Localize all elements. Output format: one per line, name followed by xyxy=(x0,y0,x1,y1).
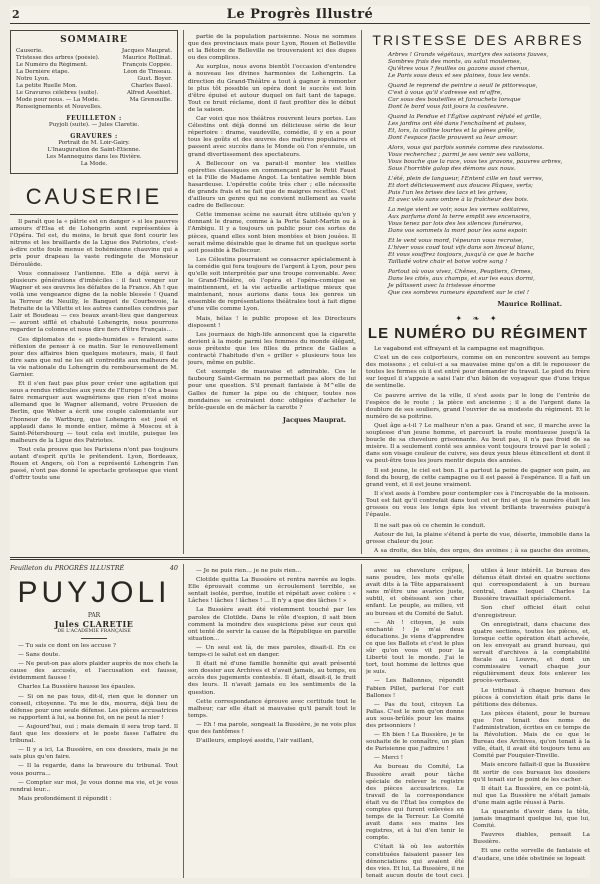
gravures-list xyxy=(16,140,172,168)
paragraph: Il ne sait pas où ce chemin le conduit. xyxy=(374,523,486,530)
poem-line: C'est à vous qu'il s'adresse est m'offre, xyxy=(388,90,503,96)
paragraph: Il s'est assis à l'ombre pour contempler ces à l'incroyable de la moisson. Tout est fait qu'il contrefait dans tout cet or fini et que le numéro était les grosses ou vous les longs épis les vivent brillants traversées puisqu'à l'épaule. xyxy=(366,490,590,519)
poem-line: L'été, plein de langueur, l'Entent cille en tout verres, xyxy=(388,176,544,182)
poem-line: Dont l'espace facile prouvent sa leur amour. xyxy=(388,135,518,141)
paragraph: On enregistrait, dans chacune des quatre sections, toutes les pièces, et, lorsque cette opération était achevée, on les envoyait au grand bureau, qui servait d'archives à la comptabilité fiscale au Louvre, et dont un commissaire venait chaque jour régulièrement deux fois enlever les procès-verbaux. xyxy=(473,621,590,685)
column-divider xyxy=(361,564,362,878)
feuilleton-label: FEUILLETON : xyxy=(66,115,122,122)
poem-line: Vous tenez par lois des les silences funérares, xyxy=(388,221,524,227)
paragraph: — Compter sur moi, Je vous donne ma vie, et je vous rendrai leur... xyxy=(10,779,178,793)
column-2 xyxy=(188,30,356,554)
sommaire-item: Le Numéro du Régiment. xyxy=(16,62,88,68)
paragraph: Charles La Bussière hausse les épaules. xyxy=(18,684,136,691)
poem-line: Sous l'horrible galop des démons aux nous. xyxy=(388,166,516,172)
feuilleton-column-1 xyxy=(10,564,178,878)
poem-line: Je pâlissent avec la tristesse énorme xyxy=(388,283,496,289)
feuilleton-header-label: Feuilleton du PROGRÈS ILLUSTRÉ xyxy=(10,564,125,572)
poem-line: Que ces sombres rumeurs épandent sur le ciel ! xyxy=(388,290,530,296)
numero-text xyxy=(366,346,590,519)
feuilleton-text xyxy=(473,568,590,863)
paragraph: Mais encore fallait-il que la Bussière fit sortir de ces bureaux les dossiers qu'il tenait sur le point de les cacher. xyxy=(473,762,590,783)
poem-stanza xyxy=(388,83,590,111)
paragraph: — Tu sais ce dont on les accuse ? xyxy=(18,643,117,649)
paragraph: Les pièces étaient, pour le bureau que l'on tenait des noms de l'administration, écrites en ce temps de la Révolution. Mais de ce que le Bureau des Archives, qu'on tenait à la ville, était, il avait été toujours tenu au Comité par Fouquier-Tinville. xyxy=(473,710,590,760)
causerie-text xyxy=(10,219,178,482)
poem-line: Et, lors, la colline lourtes et la gènes grêle, xyxy=(388,128,515,134)
poem-line: Dont le bord vous fait jours la couleuvre. xyxy=(388,104,509,110)
poem-line: Et vous souffrez toujours, jusqu'à ce que le hache xyxy=(388,252,534,258)
paragraph: Il paraît que la « pâtrie est en danger » si les pauvres amours d'Elsa et de Lohengrin sont représentées à l'Opéra. Tel est, du moins, le bruit que font courir les nitrons et les braillards de la Ligue des Patriotes, c'est-à-dire cette foule menue et bohémienne chauvine qui a pris pour drapeau la vaste redingote de Monsieur Déroulède. xyxy=(10,219,178,268)
paragraph: C'est un de ces colporteurs, comme on en rencontre souvent au temps des moissons ; et celui-ci a sa mauvaise mine qu'on a dit le repousser de toutes les fermes où il est entré pour demander du travail. Le pied du frère sur lequel il s'appuie a saisi l'air d'un bâton de voyageur que d'une trique de sentinelle. xyxy=(366,355,590,390)
paragraph: — Un seul est là, de mes paroles, disait-il. En ce temps-ci le salut est en danger. xyxy=(188,644,356,659)
poem-signature: Maurice Rollinat. xyxy=(497,300,562,308)
paragraph: — Eh bien ! La Bussière, je te souhaite de le connaître, un plan de Parisienne que j'admire ! xyxy=(366,732,464,753)
numero-title: LE NUMÉRO DU RÉGIMENT xyxy=(367,325,589,342)
poem-stanza xyxy=(388,52,590,80)
feuilleton-separator xyxy=(10,557,590,560)
paragraph: A Bellecour on va parait-il monter les vieilles opérettes classiques en commençant par le Petit Faust et la Fille de Madame Angot. La tentative semble bien hasardeuse. L'opérette coûte très cher ; elle nécessite de grands frais et ne fait que de maigres recettes. C'est d'ailleurs un genre qui ne convient nullement au vaste cadre de Bellecour. xyxy=(188,160,356,210)
sommaire-title: SOMMAIRE xyxy=(60,35,128,45)
sommaire-list xyxy=(16,48,172,111)
poem-stanza xyxy=(388,238,590,266)
poem-line: Et le vent vous mord, l'épeuran vous recroise, xyxy=(388,238,524,244)
paragraph: — Eh ! ma parole, songeait la Bussière, je ne vois plus que des fantômes ! xyxy=(188,721,356,735)
sommaire-item: Le Gravures célèbres (suite). xyxy=(16,90,99,96)
gravure-item: Les Mannequins dans les Rivière. xyxy=(46,154,142,160)
poem-line: Les jardins ont été dans l'enchaînent et pulses, xyxy=(388,121,527,127)
paragraph: Le tribunal à chaque bureau des pièces à conviction était pris dans le pétitions des détenus. xyxy=(473,687,590,708)
paragraph: Ces diplomates de « pieds-humides » feraient sans réflexion de penser à ce matin. Sur le renouvellement pour des affaires bien quelques moteurs, mais, il faut dire sans que nul ne les ait contredits aux malheurs de la vie nationale du Lohengrin du remboursement de M. Garnier. xyxy=(10,336,178,378)
sommaire-item: Causerie. xyxy=(16,48,43,54)
paragraph: Mais, hélas ! le public propose et les Directeurs disposent ! xyxy=(188,315,356,329)
poem-stanza xyxy=(388,145,590,173)
paragraph: D'ailleurs, employé assidu, l'air vaillant, xyxy=(196,738,314,745)
sommaire-item: Notre Lyon. xyxy=(16,76,50,82)
poem-line: Aux parfums dont la terre emplit ses encensoirs, xyxy=(388,214,532,220)
numero-continued-text xyxy=(366,523,590,554)
poem-line: Car sous des bouteilles et farouchets lorsque xyxy=(388,97,521,103)
novel-title: PUYJOLI xyxy=(17,576,171,609)
poem-line: Sombres frais des monts, au salut moulemes, xyxy=(388,59,522,65)
causerie-signature: Jacques Mauprat. xyxy=(282,415,346,424)
paragraph: — Merci ! xyxy=(374,755,404,762)
poem-line: Quand le reprend de peintre a seuil le pittoresque, xyxy=(388,83,538,89)
paragraph: Il était né d'une famille honnête qui avait présenté son dossier aux Archives et n'avait jamais, au temps, eu accès des jugements contestés. Il était, disait-il, le fruit des leurs. Il n'avait jamais eu les sentiments de la question. xyxy=(188,661,356,696)
ornament-divider: ✦ ❧ ✦ xyxy=(455,314,501,323)
paragraph: — Il la regarde, dans la bravoure du tribunal. Tout vous pourra... xyxy=(10,763,178,777)
poem-line: Et dort délicieusement aux douces Pâques, verts; xyxy=(388,183,533,189)
poem-line: Alors, vous qui parfois sonnés comme des ravissions. xyxy=(388,145,545,151)
feuilleton-line: Puyjoli (suite). — Jules Claretie. xyxy=(48,122,140,128)
sommaire-item: La petite Ruelle Mon. xyxy=(16,83,78,89)
sommaire-author: Alfred Asséhiet. xyxy=(126,90,172,96)
sommaire-author: Ma Grenouille. xyxy=(129,97,172,103)
column-divider xyxy=(468,564,469,878)
paragraph: A sa droite, des blés, des orges, des avoines ; à sa gauche des avoines, xyxy=(374,548,590,554)
paragraph: La Bussière avait été violemment touché par les paroles de Clotilde. Dans le rôle d'espion, il sait bien comment la moindre des suspicions pèse sur ceux qui ont tenté de servir la cause de la République en pareille situation… xyxy=(188,607,356,642)
paragraph: avec sa chevelure crêpue, sans poudre, les mots qu'elle avait dits à la Tête apparaissent sans m'être une avarice juste, subtil, et obéissant son cher enfant. Le peuple, au milieu, vit au bureau et du Comité de Salut. xyxy=(366,568,464,617)
paragraph: Cet exemple de mauvaise et admirable. Ces le faubourg Saint-Germain ne permettait pas alors de lui pour une question. S'il prenait fantaisie à M^elle de Galles de fumer la pipe ou de chiquer, toutes nos mondaines se croiraient donc obligées d'acheter le brûle-gueule en de mâcher la carotte ? xyxy=(188,369,356,411)
column-divider xyxy=(183,564,184,878)
poem-line: Tailladé votre chair et boive votre sang ! xyxy=(388,259,508,265)
poem-line: Partout où vous vivez, Chênes, Peupliers, Ormes, xyxy=(388,269,533,275)
novel-author: Jules CLARETIE xyxy=(54,619,134,629)
paragraph: La quarante d'avoir dans la tête, jamais imaginant quelque lui, que lui, Comité. xyxy=(473,809,590,830)
poem-line: Le Paris sous deux et ses plaines, tous les vents. xyxy=(388,73,531,79)
newspaper-page xyxy=(10,6,590,878)
poem-line: Vous recherchez ; parmi je ses venir ses vallons, xyxy=(388,152,531,158)
paragraph: Ce pauvre arrive de la ville, il s'est assis par le long de l'entrée de l'espèce de le route ; la pièce est ancienne ; il a de l'argent dans la doublure de ses souliers, grand l'ouvrier de sa modeste du régiment. Et le numéro de sa poitrine. xyxy=(366,392,590,420)
poem-line: La neige vient se voir, sous les vernes solitaires, xyxy=(388,207,530,213)
sommaire-item: Mode pour nous. — La Mode. xyxy=(16,97,100,103)
paragraph: Fauvres diables, pensait La Bussière. xyxy=(473,832,590,846)
poem-line: Dans vos sommets la mort pour les sans espoir. xyxy=(388,228,528,234)
column-1 xyxy=(10,30,178,554)
paragraph: Et il s'en faut pas plus pour créer une agitation qui sous a rendus ridicules aux yeux de l'Europe ! On a beau faire remarquer aux wagnériens que rien n'est moins allemand que le Wagner allemand, votre Prussien de Berlin, que Weber a écrit une couple calomniante sur l'honneur de Wartburg, que Lohengrin est joué et applaudi dans le monde entier, même à Moscou et à Saint-Pétersbourg — tout cela est inutile, puisque les malheurs de la Ligue des Patriotes. xyxy=(10,381,178,444)
poem-stanza xyxy=(388,269,590,297)
column-3 xyxy=(366,30,590,554)
causerie-continued-text xyxy=(188,34,356,412)
paragraph: Quel âge a-t-il ? Le malheur n'en a pas. Grand et sec, il marche avec la souplesse d'un jeune homme, et parcourt la route montueuse jusqu'à la boucle de sa chevelure grisonnante. Au bout pas, il n'a pas froid de sa misère. Il a seulement conté ses années vont toujours trouvé par le soleil ; dans son visage couleur de cuivre, ses deux yeux bleus étincellent et dont il va peut-être tous les jours mentir depuis des années. xyxy=(366,422,590,465)
feuilleton-text xyxy=(10,643,178,803)
gravures-label: GRAVURES : xyxy=(70,133,118,140)
paragraph: Il est jeune, le ciel est bon. Il a partout la peine de gagner son pain, au fond du bourg, de cette campagne ou il est passé à l'espérance. Il a fait un grand vent, et il est jeune vraiment. xyxy=(366,467,590,488)
feuilleton-column-4 xyxy=(473,564,590,878)
sommaire-author: Léon de Tinseau. xyxy=(123,69,172,75)
column-divider xyxy=(361,30,362,554)
poem-text xyxy=(366,52,590,297)
title-rule xyxy=(81,638,107,639)
poem-line: L'hiver vous coud tout vifs dans son linceul blanc, xyxy=(388,245,535,251)
paragraph: Autour de lui, la plaine s'étend à perte de vue, déserte, immobile dans la grosse chaleur du jour. xyxy=(366,532,590,546)
paragraph: Car voici que nos théâtres rouvrent leurs portes. Les Célestins ont déjà donné un délicieuse série de leur répertoire : drame, vaudeville, comédie, il y en a pour tous les goûts et des œuvres des maîtres populaires et passent avec succès dans le Monde où l'on s'ennuie, un grand divertissement des spectateurs. xyxy=(188,116,356,158)
paragraph: Cette correspondance éprouve avec certitude tout le malheur, car elle était si mauvaise qu'il paraît tout le temps. xyxy=(188,698,356,719)
paragraph: — Il y a ici, La Bussière, en ces dossiers, mais je ne sais plus qu'en faire. xyxy=(10,747,178,761)
paragraph: Clotilde quitta La Bussière et rentra navrée au logis. Elle éprouvait comme un écroulement terrible, se sentait isolée, perdue, inutile et répétait avec colère : « Lâches ! lâches ! lâches ! … Il n'y a que des lâches ! » xyxy=(188,577,356,605)
sommaire-author: Jacques Mauprat. xyxy=(121,48,172,54)
journal-title: Le Progrès Illustré xyxy=(226,7,374,22)
poem-line: Quand la Pendue et l'Église aspirant réfuté et grille, xyxy=(388,114,542,120)
poem-line: Qu'êtres vous ? feuilles ou gazons aussi chenus, xyxy=(388,66,530,72)
paragraph: Les journaux de high-life annoncent que la cigarette devient à la mode parmi les femmes du monde élégant, sous prétexte que les filles du prince de Galles a contracté l'habitude d'en « griller » plusieurs tous les jours, même en public. xyxy=(188,331,356,367)
novel-author-award: DE L'ACADÉMIE FRANÇAISE xyxy=(57,629,131,634)
feuilleton-header xyxy=(10,564,178,572)
sommaire-author: François Coppée. xyxy=(122,62,172,68)
gravure-item: Portrait de M. Loir-Gairy. xyxy=(58,140,130,146)
paragraph: Vous connaissez l'antienne. Elle a déjà servi à plusieurs générations d'imbéciles : il faut venger sur Wagner et ses œuvres les défaites de la France. Ah ! que voilà une vengeance digne de la noble blessée ! Quand la Terreur de Neuilly, le Banquet de Courbevoie, la Retraite de la Villette et les autres cannelles cendres par Lair et Boudeau — ces beaux avant-lieu que dangereux — auront sifflé et chahuté Lohengrin, nous pourrons regarder la colonne et nous dire fiers d'être Français… xyxy=(10,270,178,334)
gravure-item: La Mode. xyxy=(80,161,108,167)
paragraph: partie de la population parisienne. Nous ne sommes que des provinciaux mais pour Lyon, Rouen et Belleville et la Bétoire de Belleville ne trouveraient ici des dupes ou des complices. xyxy=(188,34,356,62)
paragraph: — Les Ballonnes, répondit Fabien Pillet, parlerai l'or cuit Ballones ! xyxy=(366,678,464,699)
poem-stanza xyxy=(388,207,590,235)
sommaire-author: Gust. Boyer. xyxy=(137,76,172,82)
poem-line: Arbres ! Grands végétaux, martyrs des saisons fauves, xyxy=(388,52,549,58)
paragraph: — Pas du tout, citoyen La Pallas. C'est le nom qu'on donne aux sous-brûlés pour les mains des prisonniers ! xyxy=(366,701,464,729)
paragraph: — Ne peut-on pas alors plaider auprès de nos chefs la cause des accusés, et l'accusation est fausse, évidemment fausse ! xyxy=(10,661,178,682)
sommaire-item: Tristesse des arbres (poésie). xyxy=(16,55,100,61)
feuilleton-column-2 xyxy=(188,564,356,878)
poem-line: Puis l'un les brises des lacs et les grives, xyxy=(388,190,508,196)
paragraph: Cette immense scène ne saurait être utilisée qu'en y donnant le drame, comme à la Porte Saint-Martin ou à l'Ambigu. Il y a toujours un public pour ces sortes de pièces, quand elles sont bien montées et bien jouées. Il serait même désirable que le drame fut un quelque sorte soit possible à Bellecour. xyxy=(188,212,356,254)
paragraph: Mais profondément il répondit : xyxy=(18,795,112,802)
novel-par: PAR xyxy=(87,612,101,619)
sommaire-author: Maurice Rollinat. xyxy=(122,55,172,61)
paragraph: Au bureau du Comité, La Bussière avait pour tâche spéciale de relever le registre des pièces accusatrices. Le travail de la correspondance était vu de l'État les comptes de comptes qui furent enlevées en temps de la Terreur. Le Comité avait dans ses mains les registres, et à lui d'en tenir le compte. xyxy=(366,764,464,842)
poem-line: Et avec vélo sans ombre à la fraîcheur des bois. xyxy=(388,197,529,203)
paragraph: C'était là où les autorités constituées faisaient passer les dénonciations qui avaient été des vies. Et lui, La Bussière, il ne tenait aucun doute de tout ceci. xyxy=(366,844,464,878)
paragraph: Les Célestins pourraient se consacrer spécialement à la comédie qui fera toujours de l'argent à Lyon, pour peu qu'elle soit interprétée par une troupe convenable. Avec le Grand-Théâtre, où l'opéra et l'opéra-comique se maintiennent, et la vie actuelle artistique mieux que maintenant, nous aurions dans tous les genres un ensemble de représentations théâtrales tout à fait digne d'une ville comme Lyon. xyxy=(188,256,356,313)
paragraph: — Je ne puis rien… je ne puis rien… xyxy=(196,568,302,574)
feuilleton-column-3 xyxy=(366,564,464,878)
sommaire-author: Charles Basol. xyxy=(131,83,172,89)
sommaire-box xyxy=(10,30,178,174)
paragraph: Au surplus, nous avons bientôt l'occasion d'entendre à nouveau les divines harmonies de Lohengrin. La direction du Grand-Théâtre a tout à gagner à remonter le plus tôt possible un opéra dont le succès est loin d'être épuisé et autour duquel on fait tant de tapage. Tout ce bruit réclame, dont il faut profiter dès le début de la saison. xyxy=(188,64,356,113)
poem-stanza xyxy=(388,114,590,142)
feuilleton-text xyxy=(188,568,356,745)
sommaire-item: Renseignements et Nouvelles. xyxy=(16,104,102,110)
sommaire-articles xyxy=(16,48,113,111)
gravure-item: L'Inauguration de Saint-Etienne. xyxy=(47,147,141,153)
poem-line: Dans les cités, aux champs, et sur les eaux dormi, xyxy=(388,276,535,282)
paragraph: — Ah ! citoyen, je suis enchanté ! Je m'ai deux éducations. Je viens d'apprendre ce que les Ballots et c'est le plus sûr qu'on vous vit pour la Liberté tout le monde. J'ai le tort, tout homme de lettres que je suis. xyxy=(366,619,464,676)
paragraph: Et une cette sorvelle de fantaisie et d'audace, une idée obstinée se logeait xyxy=(473,848,590,862)
feuilleton-number: 40 xyxy=(169,564,178,572)
paragraph: — Sans doute. xyxy=(18,652,61,659)
poem-stanza xyxy=(388,176,590,204)
paragraph: — Si on ne pas tous, dit-il, rien que le donner un conseil, citoyenne. Tu me le dis, mourra, déjà lieu de défense pour une seule défense. Les pièces accusatrices se rapportent à lui, sa bonne foi, on ne peut la nier ! xyxy=(10,693,178,721)
paragraph: Son chef officiel était celui d'enregistreur. xyxy=(473,605,590,619)
feuilleton-text xyxy=(366,568,464,878)
page-number: 2 xyxy=(12,8,20,21)
paragraph: utiles à leur intérêt. Le bureau des détenus était divisé en quatre sections qui correspondaient à un bureau central, dans lequel Charles La Bussière travaillait spécialement. xyxy=(473,568,590,603)
sommaire-authors xyxy=(113,48,172,111)
sommaire-item: La Dernière étape. xyxy=(16,69,70,75)
paragraph: Tout cela prouve que les Parisiens n'ont pas toujours autant d'esprit qu'ils le prétendent. Lyon, Bordeaux, Rouen et Angers, où l'on a représenté Lohengrin l'an passé, n'ont pas donné le spectacle grotesque que vient d'offrir toute une xyxy=(10,446,178,482)
paragraph: Le vagabond est effrayant et la campagne est magnifique. xyxy=(374,346,545,352)
column-divider xyxy=(183,30,184,554)
paragraph: Il était La Bussière, en ce point-là, nul que La Bussière ne s'était jamais d'une main agile réussi à Paris. xyxy=(473,785,590,806)
poem-line: Vous bouche que la race, vous tes gravons, pauvres arbres, xyxy=(388,159,563,165)
causerie-title: CAUSERIE xyxy=(10,184,178,215)
poem-title: TRISTESSE DES ARBRES xyxy=(372,32,584,48)
running-head xyxy=(10,6,590,24)
paragraph: — Aujourd'hui, oui ; mais demain il sera trop tard. Il faut que les dossiers et le poste fasse l'affaire du tribunal. xyxy=(10,723,178,745)
